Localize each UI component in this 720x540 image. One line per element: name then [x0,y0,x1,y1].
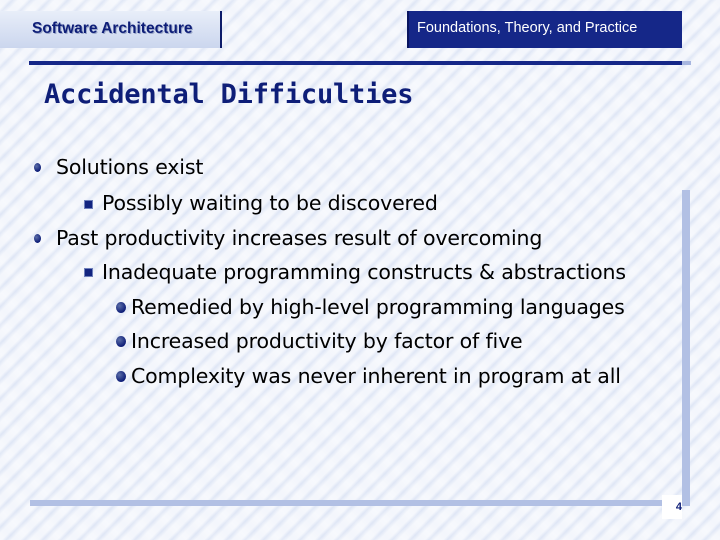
bullet-dot-icon [116,371,126,382]
slide-frame-right [682,190,690,500]
slide-frame-bottom [30,500,690,506]
header-right-box [407,11,682,48]
title-rule [29,61,682,65]
bullet-level3-item: Increased productivity by factor of five [131,329,523,353]
bullet-dot-icon [116,302,126,313]
bullet-dot-icon [34,234,41,243]
bullet-square-icon [84,200,93,209]
bullet-level1-item: Solutions exist [56,155,204,179]
header-subtitle: Foundations, Theory, and Practice [417,20,638,36]
bullet-level3-item: Remedied by high-level programming languages [131,295,625,319]
bullet-square-icon [84,268,93,277]
bullet-level3-item: Complexity was never inherent in program at all [131,364,621,388]
title-rule-tail [682,61,691,65]
header-course-title: Software Architecture [32,20,193,37]
header-left-box [0,11,222,48]
bullet-dot-icon [116,336,126,347]
page-number: 4 [662,495,682,519]
slide-title: Accidental Difficulties [44,79,414,110]
bullet-dot-icon [34,163,41,172]
bullet-level1-item: Past productivity increases result of overcoming [56,226,543,250]
bullet-level2-item: Possibly waiting to be discovered [102,191,438,215]
bullet-level2-item: Inadequate programming constructs & abstractions [102,260,626,284]
